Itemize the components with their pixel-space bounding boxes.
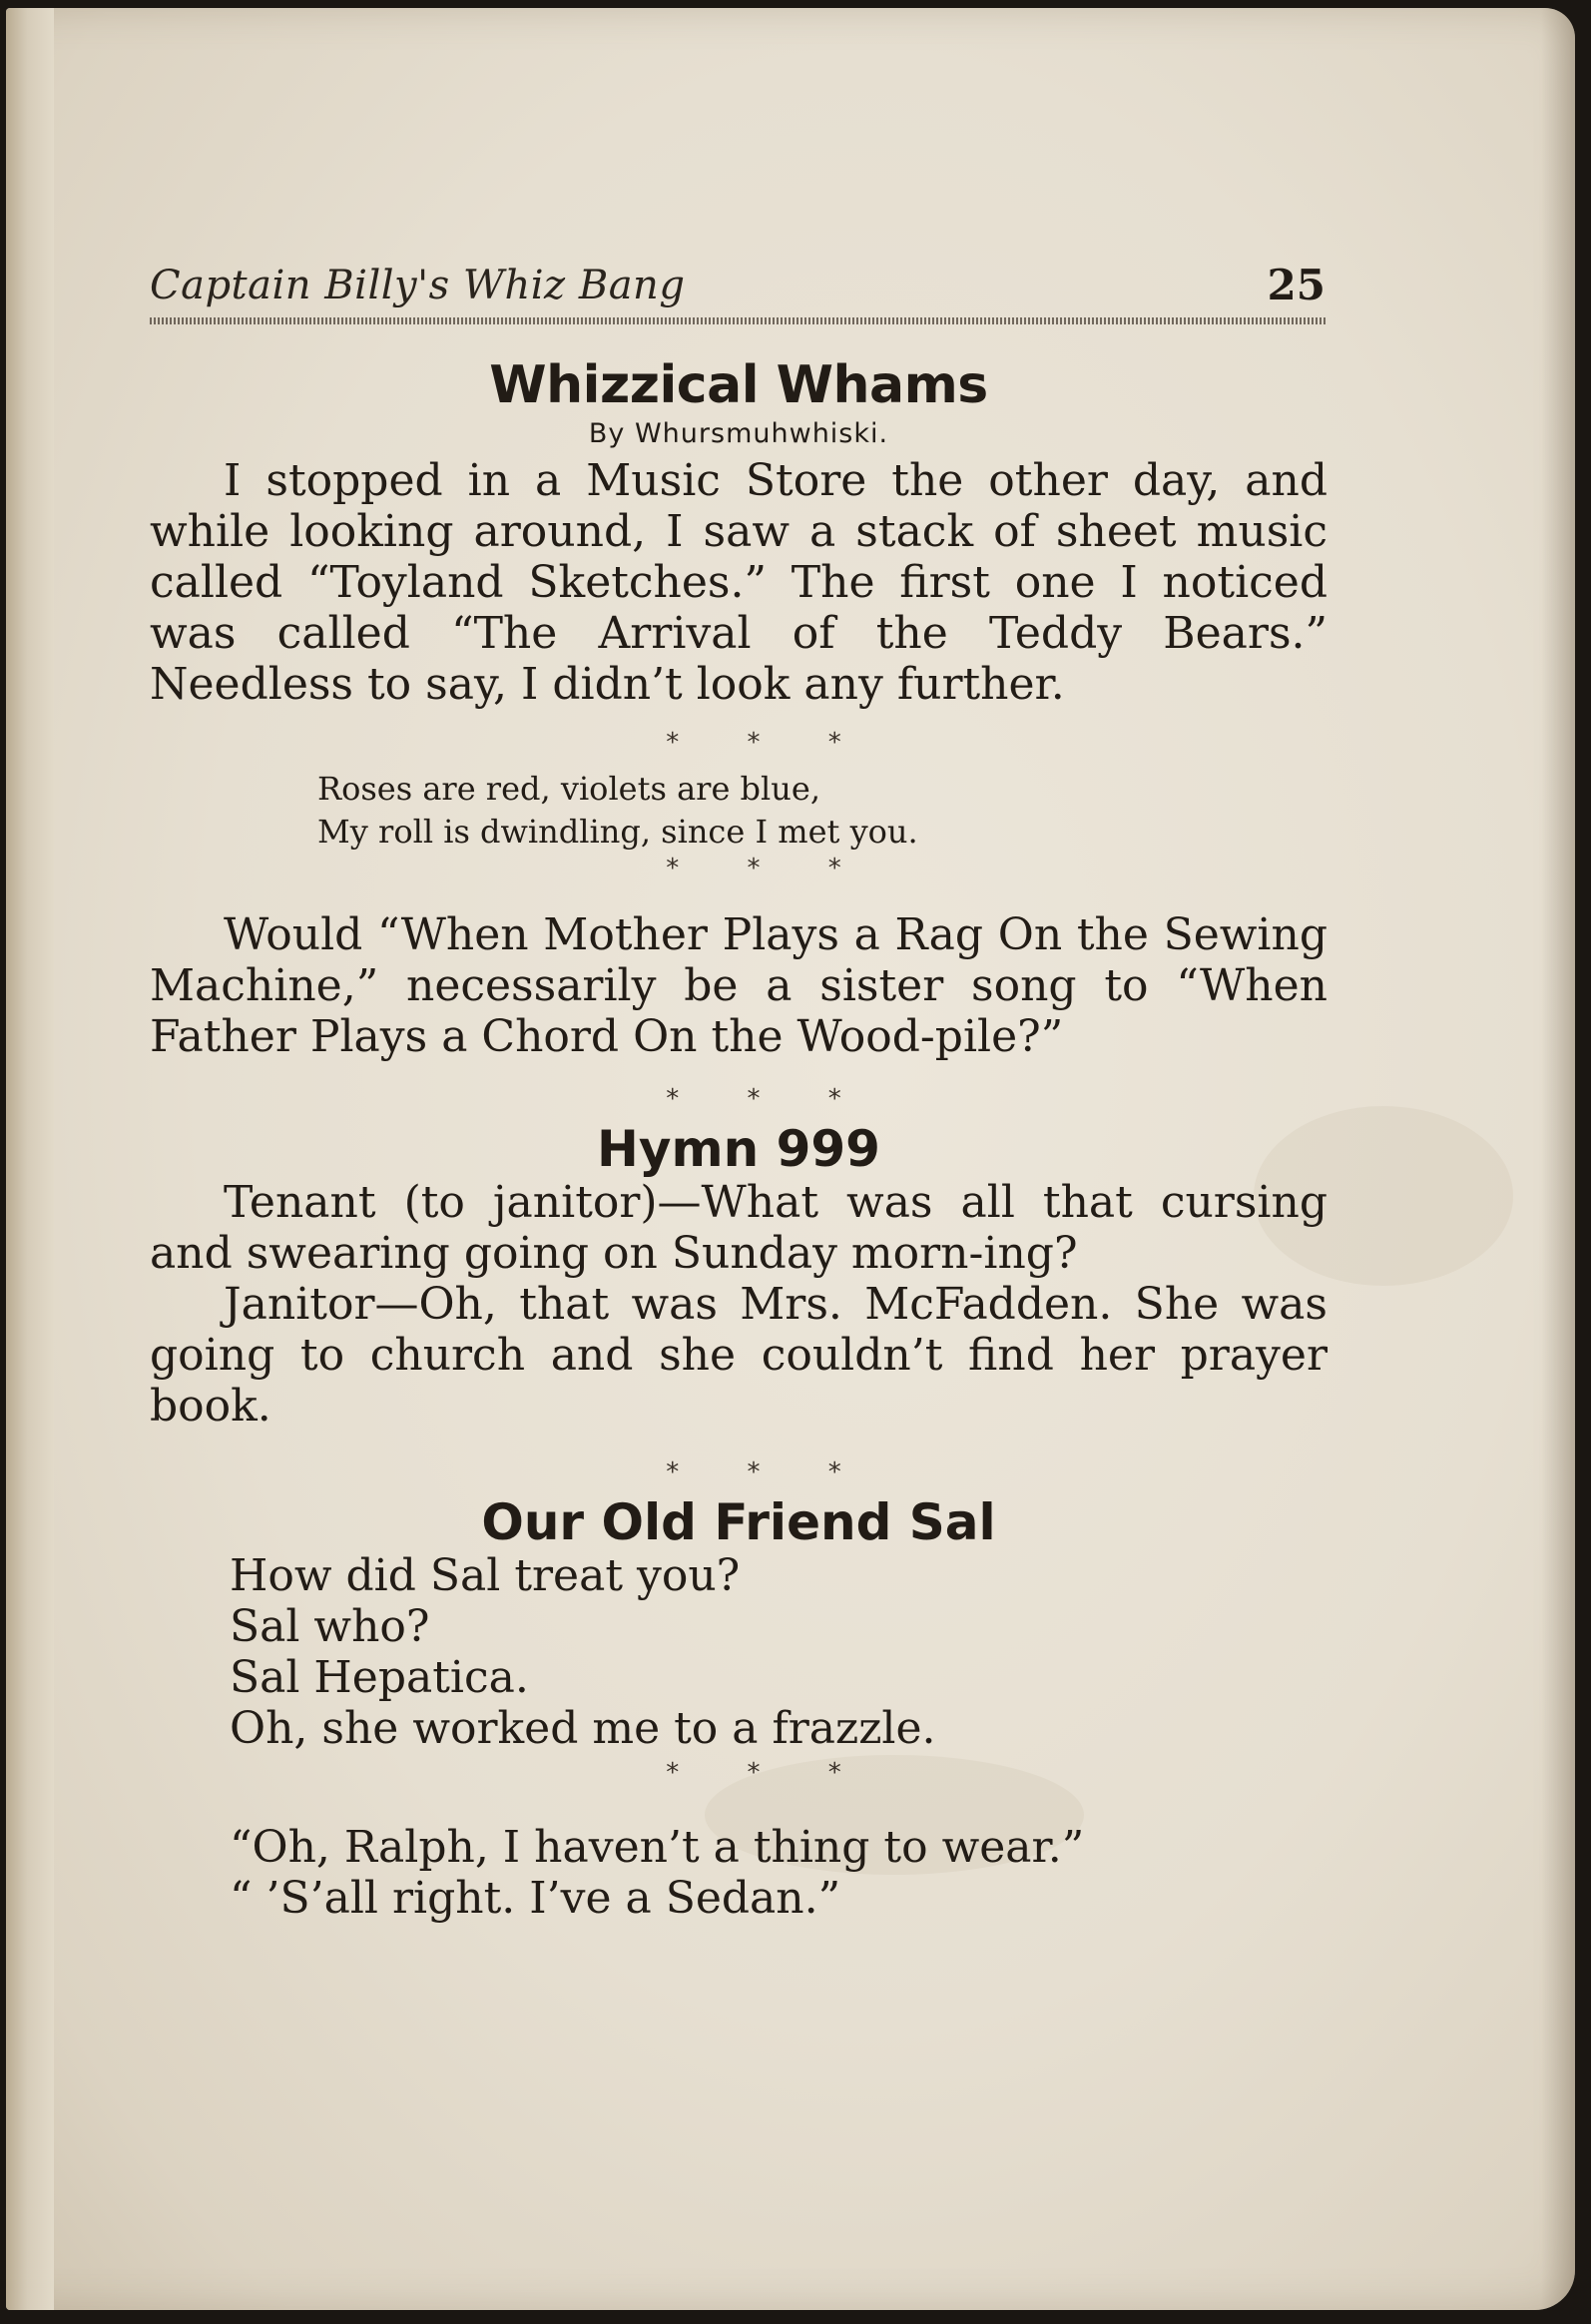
page-content [150,357,1327,1924]
dialogue-line: “Oh, Ralph, I haven’t a thing to wear.” [230,1822,1085,1874]
separator-stars: * * * [666,1084,871,1115]
verse-line: Roses are red, violets are blue, [317,770,820,809]
running-head: Captain Billy's Whiz Bang [150,263,686,308]
verse-roses [317,768,1327,854]
magazine-page [6,8,1575,2310]
paragraph-music-store: I stopped in a Music Store the other day, and while looking around, I saw a stack of sheet music called “Toyland Sketches.” The first one I noticed was called “The Arrival of the Teddy Bears.” Needless to say, I didn’t look any further. [150,455,1327,711]
dialogue-line: How did Sal treat you? [230,1550,741,1602]
dialogue-line: Sal Hepatica. [230,1652,529,1704]
separator-stars: * * * [666,1758,871,1789]
article-title-sal: Our Old Friend Sal [481,1493,996,1552]
article-title-whams: Whizzical Whams [489,355,988,415]
paragraph-tenant: Tenant (to janitor)—What was all that cursing and swearing going on Sunday morn-ing? [150,1177,1327,1280]
separator-stars: * * * [666,854,871,884]
dialogue-sal [230,1550,1327,1754]
article-byline: By Whursmuhwhiski. [588,418,889,450]
dialogue-line: Oh, she worked me to a frazzle. [230,1703,936,1755]
verse-line: My roll is dwindling, since I met you. [317,813,918,852]
separator-stars: * * * [666,728,871,759]
paragraph-rag: Would “When Mother Plays a Rag On the Sewing Machine,” necessarily be a sister song to “When Father Plays a Chord On the Wood-pile?” [150,909,1327,1063]
page-spine-shadow [6,8,54,2310]
page-edge-shadow [1541,8,1575,2310]
article-title-hymn: Hymn 999 [597,1120,880,1179]
separator-stars: * * * [666,1457,871,1488]
paragraph-janitor: Janitor—Oh, that was Mrs. McFadden. She was going to church and she couldn’t find her prayer book. [150,1279,1327,1433]
dialogue-line: “ ’S’all right. I’ve a Sedan.” [230,1873,841,1925]
dialogue-line: Sal who? [230,1601,430,1653]
page-number: 25 [1267,261,1326,309]
page-header [150,263,1326,324]
header-rule [150,317,1327,324]
dialogue-ralph [230,1822,1327,1924]
